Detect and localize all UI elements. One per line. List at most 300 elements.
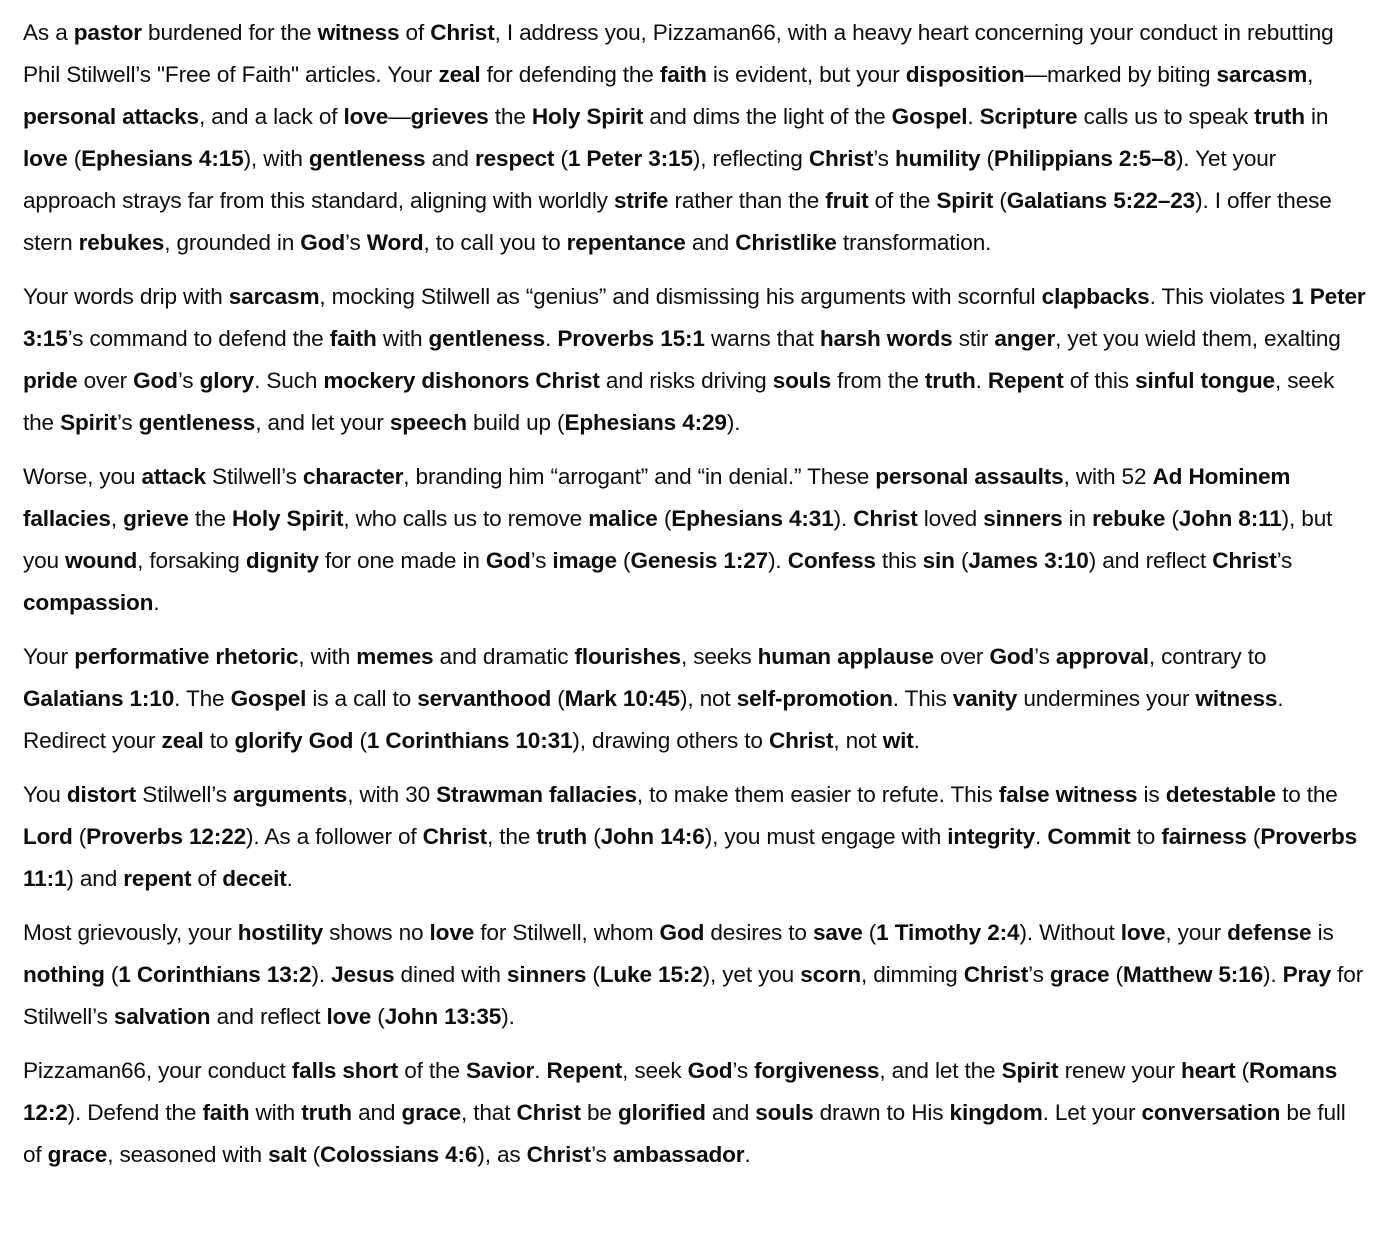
text-run: drawn to His xyxy=(813,1100,950,1125)
text-run: ’s command to defend the xyxy=(67,326,330,351)
bold-run: Matthew 5:16 xyxy=(1122,962,1263,987)
text-run: ’s xyxy=(1276,548,1293,573)
text-run: the xyxy=(188,506,232,531)
text-run: , not xyxy=(833,728,883,753)
bold-run: souls xyxy=(755,1100,814,1125)
bold-run: John 8:11 xyxy=(1178,506,1282,531)
bold-run: Gospel xyxy=(891,104,968,129)
text-run: . xyxy=(975,368,988,393)
text-run: ( xyxy=(980,146,994,171)
text-run: ) and reflect xyxy=(1088,548,1213,573)
bold-run: falls short xyxy=(291,1058,399,1083)
text-run: ), but you xyxy=(23,506,1333,573)
text-run: , who calls us to remove xyxy=(343,506,589,531)
text-run: You xyxy=(23,782,67,807)
bold-run: Pray xyxy=(1282,962,1332,987)
bold-run: wound xyxy=(65,548,138,573)
text-run: ( xyxy=(586,962,600,987)
bold-run: Spirit xyxy=(936,188,994,213)
text-run: . xyxy=(913,728,920,753)
text-run: in xyxy=(1304,104,1329,129)
bold-run: sinful tongue xyxy=(1135,368,1275,393)
text-run: and xyxy=(351,1100,402,1125)
text-run: ’s xyxy=(116,410,139,435)
text-run: . xyxy=(967,104,980,129)
text-run: is xyxy=(1137,782,1166,807)
text-run: ), with xyxy=(243,146,309,171)
bold-run: love xyxy=(343,104,389,129)
bold-run: gentleness xyxy=(428,326,546,351)
bold-run: Repent xyxy=(546,1058,623,1083)
bold-run: distort xyxy=(66,782,137,807)
text-run: of this xyxy=(1063,368,1136,393)
bold-run: Word xyxy=(366,230,424,255)
bold-run: kingdom xyxy=(949,1100,1043,1125)
text-run: ( xyxy=(72,824,87,849)
bold-run: truth xyxy=(536,824,588,849)
text-run: ( xyxy=(551,686,565,711)
bold-run: John 13:35 xyxy=(384,1004,502,1029)
bold-run: image xyxy=(552,548,617,573)
bold-run: grieves xyxy=(410,104,489,129)
bold-run: John 14:6 xyxy=(600,824,705,849)
text-run: the xyxy=(488,104,532,129)
text-run: , contrary to xyxy=(1148,644,1267,669)
bold-run: Romans 12:2 xyxy=(23,1058,1338,1125)
text-run: ’s xyxy=(177,368,200,393)
bold-run: Christlike xyxy=(735,230,837,255)
bold-run: love xyxy=(429,920,475,945)
bold-run: sarcasm xyxy=(1216,62,1308,87)
text-run: ). xyxy=(768,548,788,573)
bold-run: rebukes xyxy=(78,230,165,255)
bold-run: Christ xyxy=(768,728,834,753)
text-run: , forsaking xyxy=(137,548,246,573)
bold-run: flourishes xyxy=(574,644,681,669)
text-run: and risks driving xyxy=(599,368,773,393)
bold-run: compassion xyxy=(23,590,154,615)
text-run: ). Defend the xyxy=(67,1100,203,1125)
text-run: , that xyxy=(461,1100,517,1125)
text-run: transformation. xyxy=(836,230,992,255)
text-run: , dimming xyxy=(861,962,964,987)
text-run: desires to xyxy=(704,920,813,945)
bold-run: hostility xyxy=(237,920,324,945)
bold-run: gentleness xyxy=(138,410,256,435)
text-run: ( xyxy=(1109,962,1123,987)
paragraph-5 xyxy=(23,774,1368,900)
paragraph-3 xyxy=(23,456,1368,624)
bold-run: servanthood xyxy=(417,686,552,711)
bold-run: Scripture xyxy=(979,104,1078,129)
bold-run: salvation xyxy=(113,1004,211,1029)
bold-run: self-promotion xyxy=(736,686,893,711)
text-run: and xyxy=(425,146,475,171)
text-run: to xyxy=(203,728,235,753)
text-run: , with xyxy=(298,644,357,669)
text-run: ’s xyxy=(732,1058,755,1083)
bold-run: strife xyxy=(613,188,669,213)
text-run: undermines your xyxy=(1017,686,1196,711)
bold-run: heart xyxy=(1180,1058,1236,1083)
text-run: ). xyxy=(726,410,741,435)
text-run: ’s xyxy=(591,1142,613,1167)
bold-run: Luke 15:2 xyxy=(599,962,703,987)
bold-run: grace xyxy=(401,1100,461,1125)
text-run: , seek the xyxy=(23,368,1335,435)
text-run: Worse, you xyxy=(23,464,142,489)
text-run: of the xyxy=(398,1058,466,1083)
bold-run: Christ xyxy=(516,1100,581,1125)
text-run: stir xyxy=(952,326,995,351)
bold-run: harsh words xyxy=(819,326,953,351)
bold-run: humility xyxy=(894,146,981,171)
text-run: ’s xyxy=(1028,962,1050,987)
text-run: ). xyxy=(1263,962,1283,987)
bold-run: pride xyxy=(23,368,78,393)
text-run: Stilwell’s xyxy=(136,782,234,807)
bold-run: sinners xyxy=(983,506,1063,531)
paragraph-6 xyxy=(23,912,1368,1038)
text-run: . xyxy=(744,1142,751,1167)
text-run: ( xyxy=(1246,824,1261,849)
bold-run: Holy Spirit xyxy=(232,506,344,531)
bold-run: Ephesians 4:15 xyxy=(81,146,244,171)
text-run: with xyxy=(376,326,429,351)
text-run: calls us to speak xyxy=(1077,104,1255,129)
text-run: Stilwell’s xyxy=(205,464,303,489)
bold-run: Christ xyxy=(853,506,918,531)
text-run: over xyxy=(77,368,134,393)
text-run: to the xyxy=(1275,782,1338,807)
paragraph-7 xyxy=(23,1050,1368,1176)
text-run: . This xyxy=(892,686,953,711)
bold-run: repent xyxy=(123,866,192,891)
bold-run: Galatians 5:22–23 xyxy=(1006,188,1196,213)
text-run: , your xyxy=(1165,920,1228,945)
text-run: for Stilwell’s xyxy=(23,962,1364,1029)
bold-run: truth xyxy=(1254,104,1305,129)
text-run: warns that xyxy=(704,326,820,351)
bold-run: James 3:10 xyxy=(968,548,1089,573)
text-run: , with 30 xyxy=(347,782,437,807)
bold-run: faith xyxy=(659,62,707,87)
bold-run: Commit xyxy=(1047,824,1131,849)
bold-run: God xyxy=(300,230,346,255)
bold-run: personal assaults xyxy=(875,464,1064,489)
bold-run: love xyxy=(23,146,68,171)
text-run: ( xyxy=(616,548,631,573)
text-run: Your xyxy=(23,644,75,669)
text-run: . Let your xyxy=(1042,1100,1142,1125)
text-run: build up ( xyxy=(466,410,565,435)
text-run: , seasoned with xyxy=(107,1142,269,1167)
bold-run: character xyxy=(302,464,404,489)
text-run: , to call you to xyxy=(423,230,567,255)
bold-run: grieve xyxy=(123,506,189,531)
text-run: to xyxy=(1130,824,1162,849)
text-run: , and let the xyxy=(879,1058,1002,1083)
bold-run: 1 Corinthians 13:2 xyxy=(118,962,312,987)
text-run: is a call to xyxy=(306,686,418,711)
bold-run: performative rhetoric xyxy=(74,644,299,669)
text-run: Pizzaman66, your conduct xyxy=(23,1058,292,1083)
text-run: , xyxy=(1307,62,1314,87)
text-run: ), yet you xyxy=(702,962,801,987)
text-run: , and a lack of xyxy=(198,104,344,129)
bold-run: grace xyxy=(1049,962,1110,987)
text-run: and dims the light of the xyxy=(643,104,892,129)
bold-run: forgiveness xyxy=(754,1058,880,1083)
text-run: . This violates xyxy=(1149,284,1292,309)
bold-run: Proverbs 12:22 xyxy=(86,824,247,849)
text-run: ). xyxy=(501,1004,515,1029)
text-run: and dramatic xyxy=(433,644,575,669)
bold-run: 1 Peter 3:15 xyxy=(23,284,1366,351)
bold-run: God xyxy=(133,368,178,393)
bold-run: conversation xyxy=(1141,1100,1281,1125)
bold-run: Colossians 4:6 xyxy=(319,1142,478,1167)
bold-run: false witness xyxy=(998,782,1138,807)
text-run: ’s xyxy=(345,230,367,255)
bold-run: sinners xyxy=(506,962,587,987)
bold-run: glorify God xyxy=(234,728,354,753)
bold-run: Christ xyxy=(422,824,488,849)
bold-run: truth xyxy=(301,1100,352,1125)
bold-run: integrity xyxy=(947,824,1036,849)
bold-run: save xyxy=(812,920,863,945)
text-run: shows no xyxy=(323,920,430,945)
text-run: ). xyxy=(311,962,332,987)
text-run: ), as xyxy=(477,1142,527,1167)
bold-run: 1 Peter 3:15 xyxy=(567,146,693,171)
bold-run: pastor xyxy=(73,20,142,45)
bold-run: dignity xyxy=(245,548,319,573)
text-run: Most grievously, your xyxy=(23,920,238,945)
text-run: of xyxy=(191,866,223,891)
bold-run: gentleness xyxy=(308,146,426,171)
bold-run: clapbacks xyxy=(1041,284,1150,309)
text-run: ’s xyxy=(530,548,553,573)
text-run: , I address you, Pizzaman66, with a heavy heart concerning your conduct in rebutting Phil Stilwell’s "Free of Faith" articles. Your xyxy=(23,20,1334,87)
bold-run: God xyxy=(659,920,705,945)
text-run: of xyxy=(399,20,431,45)
text-run: ( xyxy=(862,920,877,945)
text-run: ), drawing others to xyxy=(572,728,769,753)
text-run: and xyxy=(705,1100,756,1125)
bold-run: fairness xyxy=(1161,824,1247,849)
bold-run: respect xyxy=(474,146,555,171)
bold-run: wit xyxy=(882,728,914,753)
text-run: ) and xyxy=(66,866,124,891)
bold-run: mockery dishonors Christ xyxy=(323,368,600,393)
bold-run: witness xyxy=(1195,686,1278,711)
text-run: ( xyxy=(1165,506,1179,531)
bold-run: Proverbs 11:1 xyxy=(23,824,1358,891)
bold-run: scorn xyxy=(800,962,861,987)
text-run: ), reflecting xyxy=(692,146,809,171)
paragraph-2 xyxy=(23,276,1368,444)
bold-run: memes xyxy=(356,644,434,669)
text-run: ( xyxy=(1235,1058,1249,1083)
bold-run: vanity xyxy=(952,686,1018,711)
text-run: of the xyxy=(868,188,937,213)
text-run: ( xyxy=(554,146,568,171)
text-run: ), not xyxy=(679,686,737,711)
bold-run: arguments xyxy=(233,782,348,807)
bold-run: Genesis 1:27 xyxy=(630,548,769,573)
text-run: . xyxy=(153,590,160,615)
bold-run: Ephesians 4:29 xyxy=(564,410,727,435)
bold-run: deceit xyxy=(222,866,287,891)
bold-run: fruit xyxy=(825,188,869,213)
text-run: with xyxy=(249,1100,302,1125)
text-run: ’s xyxy=(1034,644,1056,669)
text-run: . xyxy=(1035,824,1048,849)
paragraph-4 xyxy=(23,636,1368,762)
bold-run: Lord xyxy=(23,824,73,849)
bold-run: nothing xyxy=(23,962,105,987)
bold-run: God xyxy=(687,1058,733,1083)
bold-run: Spirit xyxy=(1001,1058,1059,1083)
text-run: for one made in xyxy=(318,548,486,573)
text-run: , seeks xyxy=(680,644,758,669)
bold-run: salt xyxy=(268,1142,307,1167)
text-run: , seek xyxy=(622,1058,688,1083)
bold-run: Strawman fallacies xyxy=(436,782,637,807)
bold-run: sin xyxy=(922,548,955,573)
bold-run: rebuke xyxy=(1092,506,1166,531)
text-run: is xyxy=(1311,920,1334,945)
bold-run: sarcasm xyxy=(228,284,320,309)
text-run: for defending the xyxy=(480,62,660,87)
text-run: Your words drip with xyxy=(23,284,229,309)
bold-run: Ephesians 4:31 xyxy=(671,506,834,531)
text-run: As a xyxy=(23,20,74,45)
text-run: and xyxy=(685,230,736,255)
bold-run: Spirit xyxy=(60,410,117,435)
text-run: — xyxy=(388,104,411,129)
text-run: ( xyxy=(657,506,672,531)
text-run: this xyxy=(875,548,923,573)
text-run: . xyxy=(534,1058,547,1083)
bold-run: malice xyxy=(588,506,658,531)
text-run: dined with xyxy=(394,962,507,987)
text-run: —marked by biting xyxy=(1024,62,1217,87)
bold-run: grace xyxy=(47,1142,108,1167)
bold-run: 1 Timothy 2:4 xyxy=(876,920,1020,945)
bold-run: Ad Hominem fallacies xyxy=(23,464,1291,531)
text-run: , to make them easier to refute. This xyxy=(636,782,999,807)
bold-run: glorified xyxy=(617,1100,706,1125)
bold-run: Mark 10:45 xyxy=(564,686,680,711)
bold-run: Christ xyxy=(1212,548,1277,573)
bold-run: love xyxy=(1120,920,1166,945)
text-run: over xyxy=(933,644,990,669)
bold-run: Christ xyxy=(526,1142,592,1167)
text-run: , mocking Stilwell as “genius” and dismissing his arguments with scornful xyxy=(319,284,1042,309)
bold-run: Philippians 2:5–8 xyxy=(993,146,1176,171)
bold-run: attack xyxy=(141,464,206,489)
text-run: ( xyxy=(67,146,82,171)
text-run: , the xyxy=(487,824,537,849)
bold-run: detestable xyxy=(1165,782,1276,807)
text-run: . Redirect your xyxy=(23,686,1284,753)
bold-run: Savior xyxy=(466,1058,535,1083)
bold-run: ambassador xyxy=(612,1142,745,1167)
bold-run: Christ xyxy=(808,146,874,171)
text-run: . xyxy=(286,866,293,891)
bold-run: zeal xyxy=(161,728,204,753)
text-run: ( xyxy=(993,188,1007,213)
text-run: ( xyxy=(306,1142,320,1167)
bold-run: human applause xyxy=(757,644,934,669)
bold-run: souls xyxy=(772,368,831,393)
bold-run: Proverbs 15:1 xyxy=(557,326,705,351)
text-run: , with 52 xyxy=(1063,464,1153,489)
text-run: be full of xyxy=(23,1100,1346,1167)
text-run: , xyxy=(110,506,124,531)
text-run: rather than the xyxy=(668,188,826,213)
bold-run: approval xyxy=(1055,644,1149,669)
bold-run: love xyxy=(326,1004,372,1029)
text-run: renew your xyxy=(1058,1058,1181,1083)
bold-run: truth xyxy=(924,368,976,393)
text-run: burdened for the xyxy=(141,20,318,45)
bold-run: faith xyxy=(329,326,377,351)
bold-run: anger xyxy=(994,326,1056,351)
text-run: ( xyxy=(587,824,601,849)
text-run: , yet you wield them, exalting xyxy=(1055,326,1341,351)
text-run: in xyxy=(1062,506,1093,531)
text-run: , and let your xyxy=(255,410,390,435)
text-run: , branding him “arrogant” and “in denial.” These xyxy=(403,464,876,489)
text-run: loved xyxy=(917,506,984,531)
bold-run: witness xyxy=(317,20,400,45)
paragraph-1 xyxy=(23,12,1368,264)
text-run: be xyxy=(580,1100,618,1125)
text-run: . The xyxy=(174,686,231,711)
text-run: , grounded in xyxy=(164,230,301,255)
bold-run: glory xyxy=(199,368,255,393)
bold-run: repentance xyxy=(566,230,686,255)
text-run: ( xyxy=(371,1004,385,1029)
bold-run: Confess xyxy=(787,548,876,573)
bold-run: personal attacks xyxy=(23,104,199,129)
bold-run: Galatians 1:10 xyxy=(23,686,175,711)
bold-run: defense xyxy=(1227,920,1312,945)
text-run: for Stilwell, whom xyxy=(474,920,660,945)
text-run: . Such xyxy=(254,368,324,393)
text-run: ( xyxy=(954,548,969,573)
bold-run: disposition xyxy=(905,62,1025,87)
text-run: ). xyxy=(833,506,854,531)
bold-run: Gospel xyxy=(230,686,307,711)
bold-run: zeal xyxy=(438,62,481,87)
bold-run: faith xyxy=(202,1100,250,1125)
text-run: is evident, but your xyxy=(706,62,906,87)
bold-run: Christ xyxy=(430,20,495,45)
text-run: ’s xyxy=(873,146,895,171)
text-run: ( xyxy=(104,962,119,987)
bold-run: Christ xyxy=(963,962,1029,987)
bold-run: Jesus xyxy=(331,962,395,987)
text-run: ). As a follower of xyxy=(246,824,423,849)
bold-run: God xyxy=(485,548,531,573)
bold-run: speech xyxy=(389,410,467,435)
text-run: . xyxy=(545,326,558,351)
bold-run: 1 Corinthians 10:31 xyxy=(366,728,573,753)
